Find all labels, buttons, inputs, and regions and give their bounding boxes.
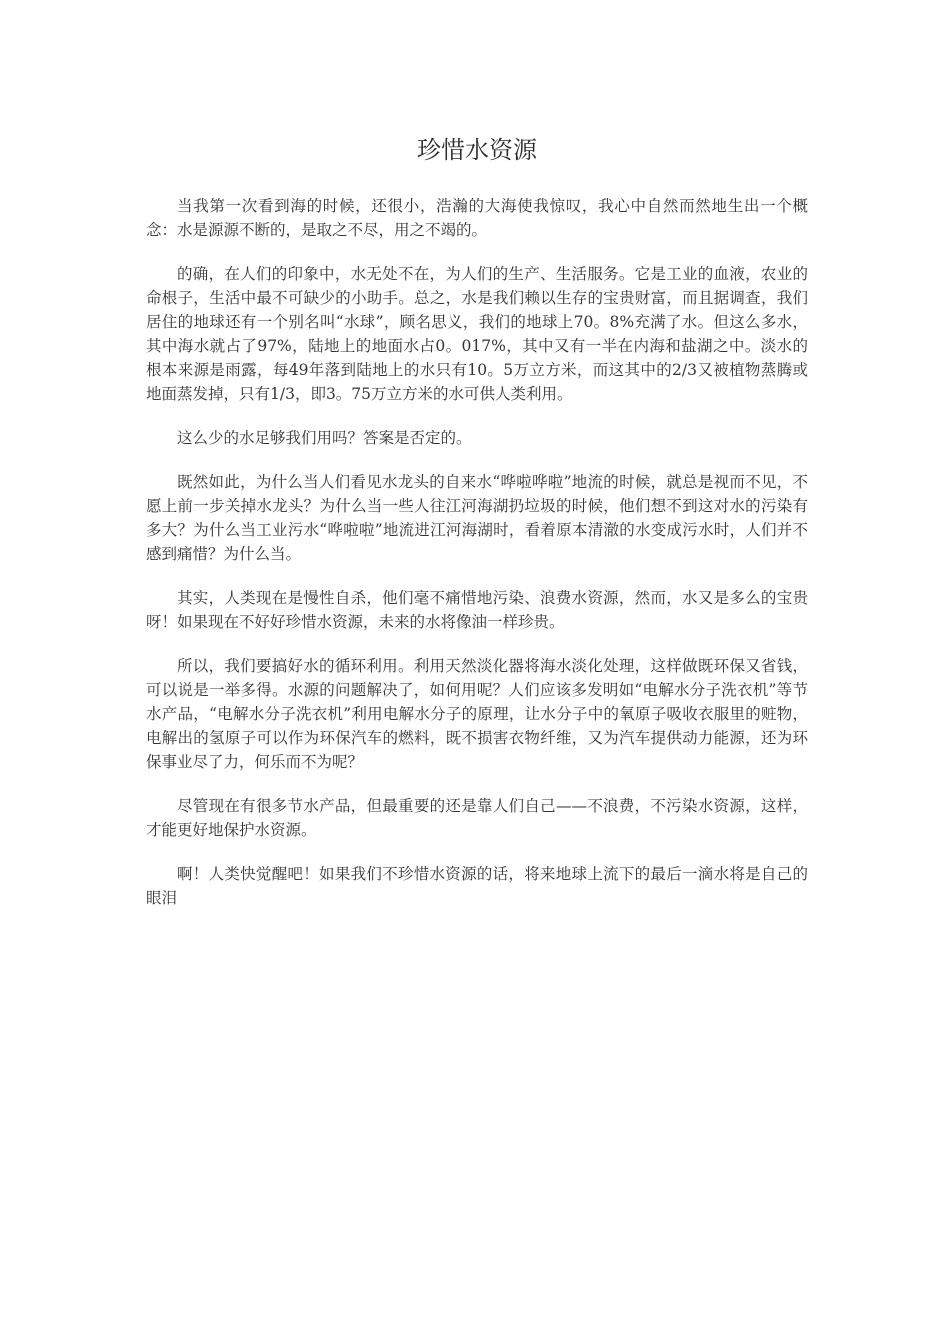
paragraph-4: 既然如此，为什么当人们看见水龙头的自来水“哗啦哗啦”地流的时候，就总是视而不见，不愿上前一步关掉水龙头？为什么当一些人往江河海湖扔垃圾的时候，他们想不到这对水的污染有多大？为什么当工业污水“哗啦啦”地流进江河海湖时，看着原本清澈的水变成污水时，人们并不感到痛惜？为什么当。 xyxy=(146,473,808,563)
paragraph-1: 当我第一次看到海的时候，还很小，浩瀚的大海使我惊叹，我心中自然而然地生出一个概念：水是源源不断的，是取之不尽，用之不竭的。 xyxy=(146,197,808,239)
paragraph-3: 这么少的水足够我们用吗？答案是否定的。 xyxy=(177,429,472,447)
document-title: 珍惜水资源 xyxy=(417,136,537,164)
paragraph-7: 尽管现在有很多节水产品，但最重要的还是靠人们自己——不浪费，不污染水资源，这样，才能更好地保护水资源。 xyxy=(146,797,808,839)
paragraph-8: 啊！人类快觉醒吧！如果我们不珍惜水资源的话，将来地球上流下的最后一滴水将是自己的眼泪 xyxy=(146,865,808,907)
document-body xyxy=(146,194,808,910)
paragraph-5: 其实，人类现在是慢性自杀，他们毫不痛惜地污染、浪费水资源，然而，水又是多么的宝贵呀！如果现在不好好珍惜水资源，未来的水将像油一样珍贵。 xyxy=(146,589,808,631)
document-page xyxy=(146,0,808,930)
paragraph-2: 的确，在人们的印象中，水无处不在，为人们的生产、生活服务。它是工业的血液，农业的命根子，生活中最不可缺少的小助手。总之，水是我们赖以生存的宝贵财富，而且据调查，我们居住的地球还有一个别名叫“水球”，顾名思义，我们的地球上70。8%充满了水。但这么多水，其中海水就占了97%，陆地上的地面水占0。017%，其中又有一半在内海和盐湖之中。淡水的根本来源是雨露，每49年落到陆地上的水只有10。5万立方米，而这其中的2/3又被植物蒸腾或地面蒸发掉，只有1/3，即3。75万立方米的水可供人类利用。 xyxy=(146,265,808,403)
paragraph-6: 所以，我们要搞好水的循环利用。利用天然淡化器将海水淡化处理，这样做既环保又省钱，可以说是一举多得。水源的问题解决了，如何用呢？人们应该多发明如“电解水分子洗衣机”等节水产品，“电解水分子洗衣机”利用电解水分子的原理，让水分子中的氧原子吸收衣服里的赃物，电解出的氢原子可以作为环保汽车的燃料，既不损害衣物纤维，又为汽车提供动力能源，还为环保事业尽了力，何乐而不为呢？ xyxy=(146,657,808,771)
